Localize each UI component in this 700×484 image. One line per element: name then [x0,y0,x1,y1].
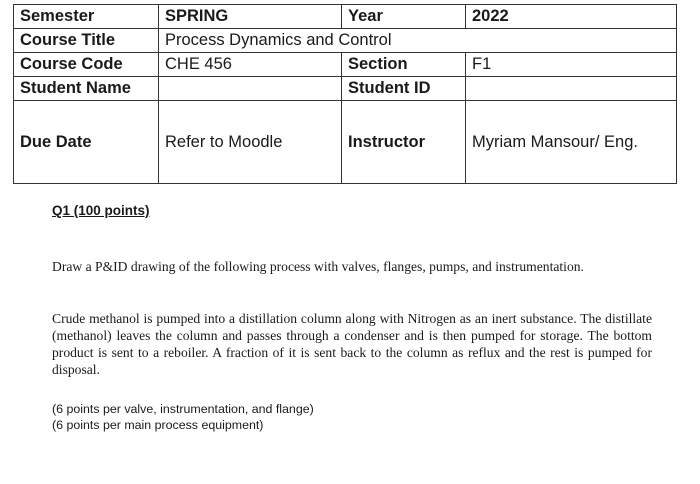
semester-label: Semester [14,5,159,29]
student-id-label: Student ID [342,77,466,101]
instructor-value: Myriam Mansour/ Eng. [466,101,677,184]
year-label: Year [342,5,466,29]
student-row [14,77,677,101]
course-title-label: Course Title [14,29,159,53]
section-value: F1 [466,53,677,77]
student-id-value [466,77,677,101]
course-code-row [14,53,677,77]
section-label: Section [342,53,466,77]
points-note-valves: (6 points per valve, instrumentation, and flange) [52,402,314,416]
course-title-empty-cell [466,29,677,53]
question-title: Q1 (100 points) [52,203,150,218]
semester-row [14,5,677,29]
question-instruction: Draw a P&ID drawing of the following process with valves, flanges, pumps, and instrumentation. [52,259,584,274]
course-info-table [13,4,677,184]
course-title-value: Process Dynamics and Control [159,29,466,53]
due-date-row [14,101,677,184]
process-description: Crude methanol is pumped into a distillation column along with Nitrogen as an inert substance. The distillate (methanol) leaves the column and passes through a condenser and is then pumped for storage. The bottom product is sent to a reboiler. A fraction of it is sent back to the column as reflux and the rest is pumped for disposal. [52,311,652,377]
instructor-label: Instructor [342,101,466,184]
due-date-label: Due Date [14,101,159,184]
course-code-label: Course Code [14,53,159,77]
course-code-value: CHE 456 [159,53,342,77]
due-date-value: Refer to Moodle [159,101,342,184]
points-note-equipment: (6 points per main process equipment) [52,418,264,432]
student-name-value [159,77,342,101]
student-name-label: Student Name [14,77,159,101]
course-title-row [14,29,677,53]
year-value: 2022 [466,5,677,29]
semester-value: SPRING [159,5,342,29]
